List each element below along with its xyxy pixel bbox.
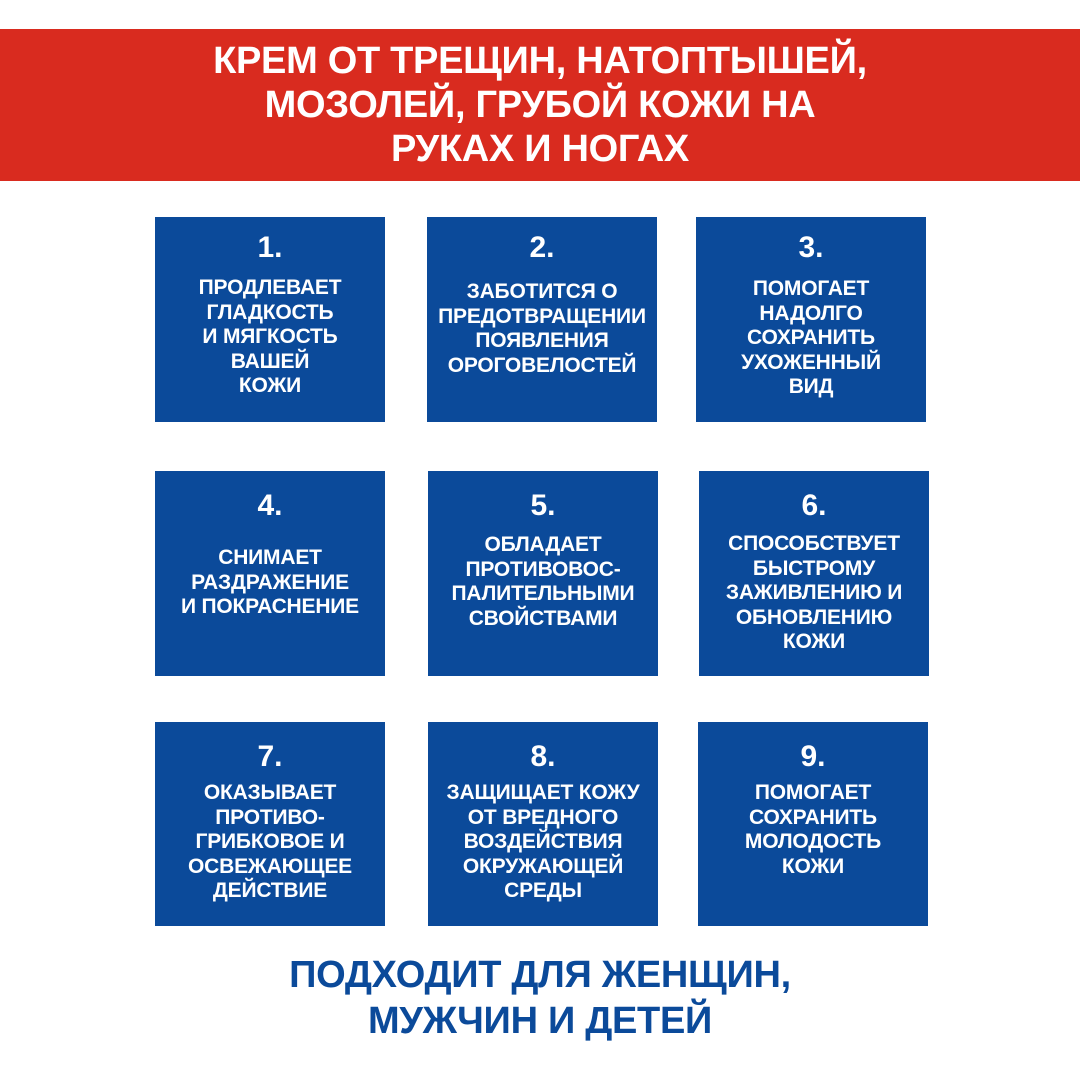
benefit-card-8 xyxy=(428,722,658,926)
benefit-text: ПРОДЛЕВАЕТ ГЛАДКОСТЬ И МЯГКОСТЬ ВАШЕЙ КОЖИ xyxy=(198,276,342,397)
benefit-number: 5. xyxy=(530,489,556,522)
benefit-number: 1. xyxy=(257,231,283,264)
header-banner xyxy=(0,29,1080,181)
benefit-text: ОБЛАДАЕТ ПРОТИВОВОС- ПАЛИТЕЛЬНЫМИ СВОЙСТВАМИ xyxy=(451,533,635,630)
benefit-number: 9. xyxy=(800,740,826,773)
benefit-number: 2. xyxy=(529,231,555,264)
page-title: КРЕМ ОТ ТРЕЩИН, НАТОПТЫШЕЙ, МОЗОЛЕЙ, ГРУБОЙ КОЖИ НА РУКАХ И НОГАХ xyxy=(213,40,867,170)
benefit-number: 7. xyxy=(257,740,283,773)
benefit-card-6 xyxy=(699,471,929,676)
benefit-number: 6. xyxy=(801,489,827,522)
benefit-number: 4. xyxy=(257,489,283,522)
benefit-number: 3. xyxy=(798,231,824,264)
benefit-card-2 xyxy=(427,217,657,422)
benefit-card-4 xyxy=(155,471,385,676)
benefit-text: ЗАБОТИТСЯ О ПРЕДОТВРАЩЕНИИ ПОЯВЛЕНИЯ ОРОГОВЕЛОСТЕЙ xyxy=(438,280,646,377)
benefit-card-3 xyxy=(696,217,926,422)
benefit-card-5 xyxy=(428,471,658,676)
benefit-text: ПОМОГАЕТ НАДОЛГО СОХРАНИТЬ УХОЖЕННЫЙ ВИД xyxy=(741,277,881,398)
benefit-text: СПОСОБСТВУЕТ БЫСТРОМУ ЗАЖИВЛЕНИЮ И ОБНОВЛЕНИЮ КОЖИ xyxy=(725,532,903,653)
benefit-text: ПОМОГАЕТ СОХРАНИТЬ МОЛОДОСТЬ КОЖИ xyxy=(744,781,882,878)
benefit-card-9 xyxy=(698,722,928,926)
benefit-card-1 xyxy=(155,217,385,422)
benefit-text: ОКАЗЫВАЕТ ПРОТИВО- ГРИБКОВОЕ И ОСВЕЖАЮЩЕЕ ДЕЙСТВИЕ xyxy=(188,781,352,902)
benefit-text: СНИМАЕТ РАЗДРАЖЕНИЕ И ПОКРАСНЕНИЕ xyxy=(181,546,359,618)
benefit-card-7 xyxy=(155,722,385,926)
benefit-text: ЗАЩИЩАЕТ КОЖУ ОТ ВРЕДНОГО ВОЗДЕЙСТВИЯ ОКРУЖАЮЩЕЙ СРЕДЫ xyxy=(446,781,640,902)
benefit-number: 8. xyxy=(530,740,556,773)
footer-text: ПОДХОДИТ ДЛЯ ЖЕНЩИН, МУЖЧИН И ДЕТЕЙ xyxy=(289,954,791,1042)
